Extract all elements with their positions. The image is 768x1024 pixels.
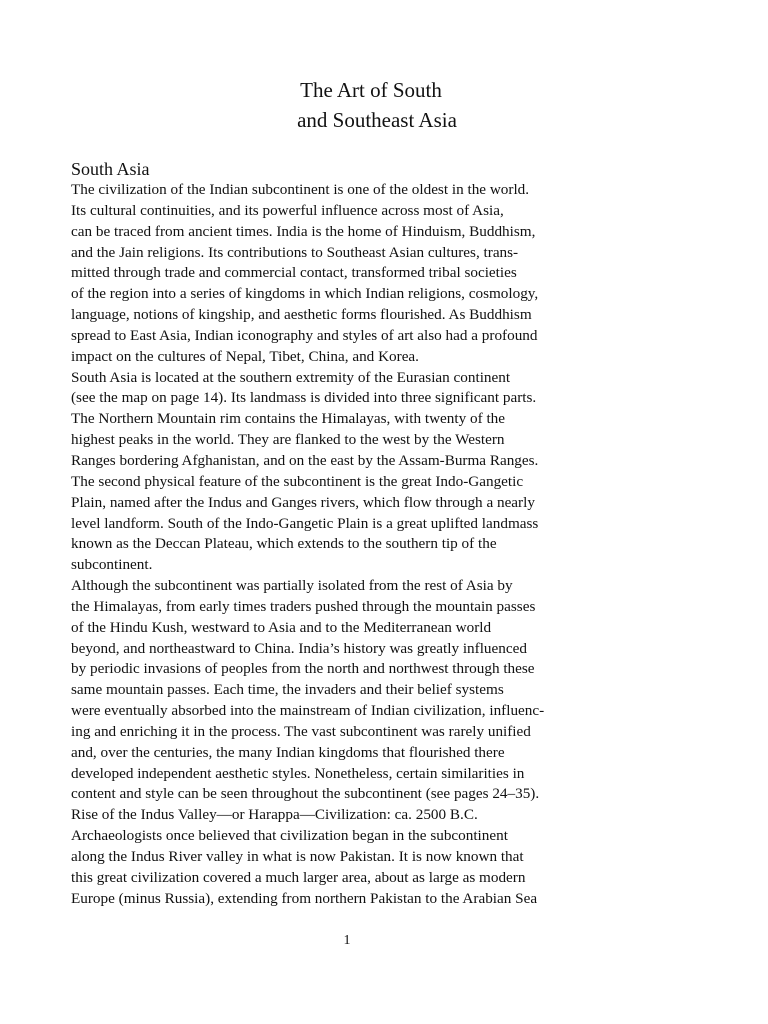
text-line: South Asia is located at the southern extremity of the Eurasian continent <box>71 368 511 386</box>
text-line: developed independent aesthetic styles. Nonetheless, certain similarities in <box>71 764 525 782</box>
text-line: by periodic invasions of peoples from the north and northwest through these <box>71 660 535 678</box>
text-line: Ranges bordering Afghanistan, and on the east by the Assam-Burma Ranges. <box>71 451 539 469</box>
text-line: ing and enriching it in the process. The vast subcontinent was rarely unified <box>71 722 531 740</box>
text-line: and the Jain religions. Its contributions to Southeast Asian cultures, trans- <box>71 243 519 261</box>
text-line: mitted through trade and commercial contact, transformed tribal societies <box>71 264 517 282</box>
section-heading: South Asia <box>71 159 150 179</box>
text-line: Rise of the Indus Valley—or Harappa—Civilization: ca. 2500 B.C. <box>71 806 478 824</box>
text-line: The Northern Mountain rim contains the Himalayas, with twenty of the <box>71 410 506 428</box>
text-line: along the Indus River valley in what is now Pakistan. It is now known that <box>71 848 524 865</box>
text-line: Archaeologists once believed that civilization began in the subcontinent <box>71 827 508 845</box>
page-title-line-2: and Southeast Asia <box>297 108 457 132</box>
text-line: (see the map on page 14). Its landmass is divided into three significant parts. <box>71 389 537 407</box>
text-line: content and style can be seen throughout the subcontinent (see pages 24–35). <box>71 785 540 803</box>
text-line: Europe (minus Russia), extending from northern Pakistan to the Arabian Sea <box>71 889 538 907</box>
page-title-line-1: The Art of South <box>300 78 442 102</box>
text-line: and, over the centuries, the many Indian kingdoms that flourished there <box>71 743 505 761</box>
text-line: known as the Deccan Plateau, which extends to the southern tip of the <box>71 535 497 553</box>
text-line: can be traced from ancient times. India is the home of Hinduism, Buddhism, <box>71 222 536 240</box>
text-line: of the Hindu Kush, westward to Asia and to the Mediterranean world <box>71 618 492 636</box>
text-line: spread to East Asia, Indian iconography and styles of art also had a profound <box>71 326 538 344</box>
text-line: this great civilization covered a much larger area, about as large as modern <box>71 868 526 886</box>
text-line: impact on the cultures of Nepal, Tibet, China, and Korea. <box>71 347 419 365</box>
text-line: were eventually absorbed into the mainstream of Indian civilization, influenc- <box>71 702 545 720</box>
text-line: level landform. South of the Indo-Gangetic Plain is a great uplifted landmass <box>71 514 539 532</box>
text-line: The civilization of the Indian subcontinent is one of the oldest in the world. <box>71 181 530 198</box>
body-text <box>71 180 631 910</box>
text-line: of the region into a series of kingdoms in which Indian religions, cosmology, <box>71 285 539 303</box>
text-line: same mountain passes. Each time, the invaders and their belief systems <box>71 681 504 699</box>
text-line: highest peaks in the world. They are flanked to the west by the Western <box>71 431 505 449</box>
text-line: Its cultural continuities, and its powerful influence across most of Asia, <box>71 201 504 219</box>
page-number: 1 <box>343 933 351 948</box>
text-line: subcontinent. <box>71 556 153 574</box>
text-line: Plain, named after the Indus and Ganges rivers, which flow through a nearly <box>71 493 535 511</box>
text-line: Although the subcontinent was partially isolated from the rest of Asia by <box>71 577 513 595</box>
text-line: language, notions of kingship, and aesthetic forms flourished. As Buddhism <box>71 306 532 324</box>
text-line: beyond, and northeastward to China. India’s history was greatly influenced <box>71 639 527 657</box>
text-line: The second physical feature of the subcontinent is the great Indo-Gangetic <box>71 472 524 490</box>
text-line: the Himalayas, from early times traders pushed through the mountain passes <box>71 597 536 615</box>
